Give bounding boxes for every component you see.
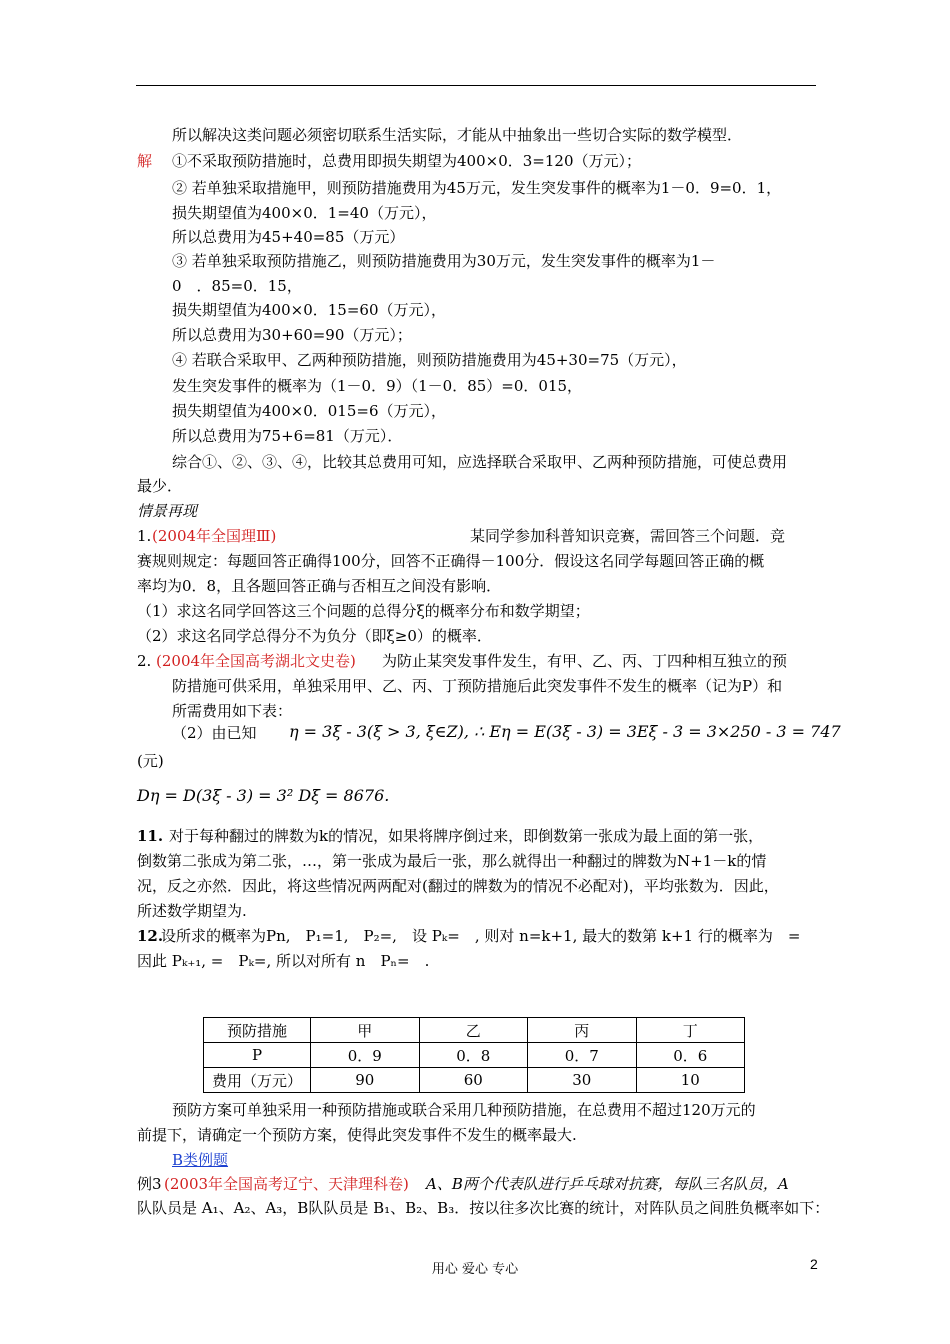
summary-line: 综合①、②、③、④，比较其总费用可知，应选择联合采取甲、乙两种预防措施，可使总费用 [172,453,788,471]
question-source: (2004年全国高考湖北文史卷) [156,652,356,670]
table-header-cell: 预防措施 [204,1018,311,1043]
question-text: 前提下，请确定一个预防方案，使得此突发事件不发生的概率最大. [137,1126,577,1144]
answer-text: 况，反之亦然．因此，将这些情况两两配对(翻过的牌数为的情况不必配对)，平均张数为．因此， [137,877,779,895]
footer-slogan: 用心 爱心 专心 [431,1262,519,1277]
solution-line: ② 若单独采取措施甲，则预防措施费用为45万元，发生突发事件的概率为1－0．9=0．1， [172,179,782,197]
table-cell: 30 [528,1068,637,1093]
table-cell: 0．9 [311,1043,420,1068]
table-header-cell: 丙 [528,1018,637,1043]
solution-line: ④ 若联合采取甲、乙两种预防措施，则预防措施费用为45+30=75（万元）， [172,351,687,369]
solution-line: ③ 若单独采取预防措施乙，则预防措施费用为30万元，发生突发事件的概率为1－ [172,252,716,270]
answer-text: 所述数学期望为. [137,902,247,920]
table-cell: 0．6 [636,1043,745,1068]
measures-table [203,1017,745,1093]
equation-variance: Dη = D(3ξ - 3) = 3² Dξ = 8676. [137,786,390,805]
example-label: 例3 [137,1175,162,1193]
question-number: 2. [137,652,152,670]
question-text: 赛规则规定：每题回答正确得100分，回答不正确得－100分．假设这名同学每题回答正确的概 [137,552,765,570]
table-cell: 60 [419,1068,528,1093]
table-cell: 0．7 [528,1043,637,1068]
question-text: 防措施可供采用，单独采用甲、乙、丙、丁预防措施后此突发事件不发生的概率（记为P）和 [172,677,783,695]
page-number: 2 [810,1256,818,1272]
question-part: （1）求这名同学回答这三个问题的总得分ξ的概率分布和数学期望； [137,602,590,620]
solution-line: 损失期望值为400×0．15=60（万元）， [172,301,446,319]
solution-line: 损失期望值为400×0．015=6（万元）， [172,402,446,420]
question-part: （2）求这名同学总得分不为负分（即ξ≥0）的概率． [137,627,492,645]
question-text: 率均为0．8，且各题回答正确与否相互之间没有影响． [137,577,502,595]
example-text: 队队员是 A₁、A₂、A₃，B队队员是 B₁、B₂、B₃．按以往多次比赛的统计，对阵队员之间胜负概率如下： [137,1199,830,1217]
table-cell: 10 [636,1068,745,1093]
table-cell: P [204,1043,311,1068]
solution-line: 所以总费用为45+40=85（万元） [172,228,405,246]
equation-unit: (元) [137,752,164,770]
question-text: 所需费用如下表： [172,702,293,720]
question-source: (2004年全国理Ⅲ) [152,527,277,545]
solution-line: 0 ．85=0．15， [172,277,302,295]
answer-text: 对于每种翻过的牌数为k的情况，如果将牌序倒过来，即倒数第一张成为最上面的第一张， [169,827,764,845]
answer-text: 因此 Pₖ₊₁, = Pₖ=, 所以对所有 n Pₙ= . [137,952,430,970]
solution-line: 发生突发事件的概率为（1－0．9）（1－0．85）=0．015， [172,377,583,395]
table-header-cell: 乙 [419,1018,528,1043]
table-cell: 费用（万元） [204,1068,311,1093]
table-header-cell: 甲 [311,1018,420,1043]
answer-number: 11. [137,827,164,845]
section-heading: 情景再现 [137,502,198,520]
table-cell: 90 [311,1068,420,1093]
answer-number: 12. [137,927,164,945]
question-number: 1. [137,527,152,545]
answer-text: 设所求的概率为Pn, P₁=1, P₂=, 设 Pₖ= , 则对 n=k+1, 最大的数第 k+1 行的概率为 = [161,927,801,945]
equation-prefix: （2）由已知 [172,724,257,742]
solution-label: 解 [137,152,153,170]
table-header-cell: 丁 [636,1018,745,1043]
answer-text: 倒数第二张成为第二张，…，第一张成为最后一张，那么就得出一种翻过的牌数为N+1－k的情 [137,852,767,870]
equation-expectation: η = 3ξ - 3(ξ > 3, ξ∈Z), ∴ Eη = E(3ξ - 3) = 3Eξ - 3 = 3×250 - 3 = 747 [289,722,841,741]
intro-line: 所以解决这类问题必须密切联系生活实际，才能从中抽象出一些切合实际的数学模型． [172,126,743,144]
table-row [204,1068,745,1093]
solution-line: 所以总费用为30+60=90（万元）； [172,326,412,344]
question-text: 为防止某突发事件发生，有甲、乙、丙、丁四种相互独立的预 [382,652,788,670]
example-text: A、B两个代表队进行乒乓球对抗赛，每队三名队员，A [426,1175,789,1193]
table-cell: 0．8 [419,1043,528,1068]
header-rule [136,85,816,86]
example-source: (2003年全国高考辽宁、天津理科卷) [164,1175,409,1193]
summary-line: 最少． [137,477,183,495]
table-row [204,1043,745,1068]
solution-line: 损失期望值为400×0．1=40（万元）， [172,204,437,222]
solution-line: 所以总费用为75+6=81（万元）． [172,427,403,445]
question-text: 某同学参加科普知识竞赛，需回答三个问题．竞 [470,527,786,545]
table-header-row [204,1018,745,1043]
section-link-b-examples[interactable]: B类例题 [172,1151,229,1169]
solution-line: ①不采取预防措施时，总费用即损失期望为400×0．3=120（万元）； [172,152,641,170]
question-text: 预防方案可单独采用一种预防措施或联合采用几种预防措施，在总费用不超过120万元的 [172,1101,756,1119]
